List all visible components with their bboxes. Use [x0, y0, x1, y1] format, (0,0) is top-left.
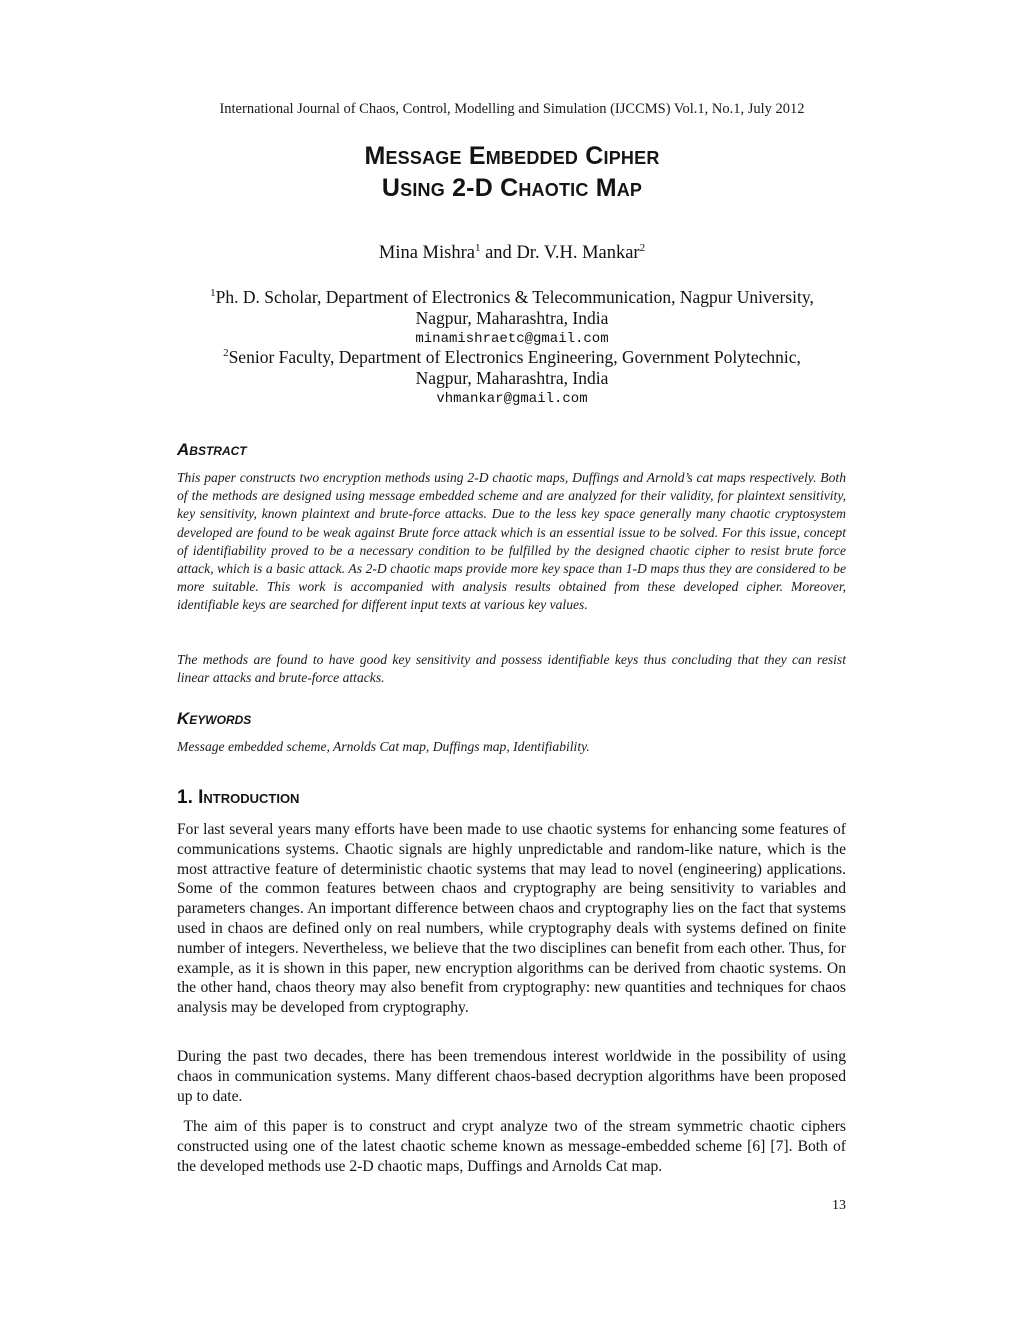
- affiliation-2-line-2: Nagpur, Maharashtra, India: [415, 368, 609, 388]
- author-1: Mina Mishra: [378, 243, 475, 263]
- introduction-paragraph-1: For last several years many efforts have been made to use chaotic systems for enhancing some features of communications systems. Chaotic signals are highly unpredictable and random-like nature, which is the most attractive feature of deterministic chaotic systems that may lead to novel (engineering) applications. Some of the common features between chaos and cryptography are being sensitivity to variables and parameters changes. An important difference between chaos and cryptography lies on the fact that systems used in chaos are defined only on real numbers, while cryptography deals with systems defined on finite number of integers. Nevertheless, we believe that the two disciplines can benefit from each other. Thus, for example, as it is shown in this paper, new encryption algorithms can be derived from chaotic systems. On the other hand, chaos theory may also benefit from cryptography: new quantities and techniques for chaos analysis may be developed from cryptography.: [177, 821, 846, 1017]
- affiliation-2: [0, 347, 1024, 389]
- title-line-2: Using 2-D Chaotic Map: [381, 174, 643, 202]
- affiliation-1-sup: 1: [210, 287, 216, 300]
- abstract-heading: Abstract: [177, 440, 247, 459]
- paper-title: [0, 140, 1024, 204]
- title-line-1: Message Embedded Cipher: [364, 142, 660, 170]
- affiliation-2-email[interactable]: vhmankar@gmail.com: [436, 391, 588, 407]
- affiliation-1-line-2: Nagpur, Maharashtra, India: [415, 308, 609, 328]
- author-conjunction: and: [480, 243, 517, 263]
- page-number: 13: [832, 1198, 846, 1213]
- running-header: International Journal of Chaos, Control, Modelling and Simulation (IJCCMS) Vol.1, No.1, July 2012: [219, 101, 805, 117]
- affiliation-1: [0, 287, 1024, 329]
- abstract-paragraph-2: The methods are found to have good key sensitivity and possess identifiable keys thus concluding that they can resist linear attacks and brute-force attacks.: [177, 652, 846, 686]
- keywords-text: Message embedded scheme, Arnolds Cat map, Duffings map, Identifiability.: [177, 739, 590, 754]
- author-line: [0, 243, 1024, 264]
- introduction-heading: 1. Introduction: [177, 787, 300, 808]
- introduction-paragraph-3: The aim of this paper is to construct and crypt analyze two of the stream symmetric chaotic ciphers constructed using one of the latest chaotic scheme known as message-embedded scheme [6] [7]. Both of the developed methods use 2-D chaotic maps, Duffings and Arnolds Cat map.: [177, 1118, 850, 1175]
- affiliation-1-email[interactable]: minamishraetc@gmail.com: [415, 331, 609, 347]
- author-1-sup: 1: [474, 241, 481, 254]
- author-2: Dr. V.H. Mankar: [516, 243, 640, 263]
- affiliation-2-line-1: Senior Faculty, Department of Electronics Engineering, Government Polytechnic,: [228, 347, 801, 367]
- affiliation-2-sup: 2: [223, 347, 229, 360]
- affiliation-1-line-1: Ph. D. Scholar, Department of Electronics & Telecommunication, Nagpur University,: [215, 287, 814, 307]
- abstract-paragraph-1: This paper constructs two encryption methods using 2-D chaotic maps, Duffings and Arnold’s cat maps respectively. Both of the methods are designed using message embedded scheme and are analyzed for their validity, for plaintext sensitivity, key sensitivity, known plaintext and brute-force attacks. Due to the less key space generally many chaotic cryptosystem developed are found to be weak against Brute force attack which is an essential issue to be solved. For this issue, concept of identifiability proved to be a necessary condition to be fulfilled by the designed chaotic cipher to resist brute force attack, which is a basic attack. As 2-D chaotic maps provide more key space than 1-D maps thus they are considered to be more suitable. This work is accompanied with analysis results obtained from these developed cipher. Moreover, identifiable keys are searched for different input texts at various key values.: [177, 470, 846, 613]
- keywords-heading: Keywords: [177, 709, 252, 728]
- author-2-sup: 2: [639, 241, 646, 254]
- introduction-paragraph-2: During the past two decades, there has been tremendous interest worldwide in the possibility of using chaos in communication systems. Many different chaos-based decryption algorithms have been proposed up to date.: [177, 1048, 846, 1105]
